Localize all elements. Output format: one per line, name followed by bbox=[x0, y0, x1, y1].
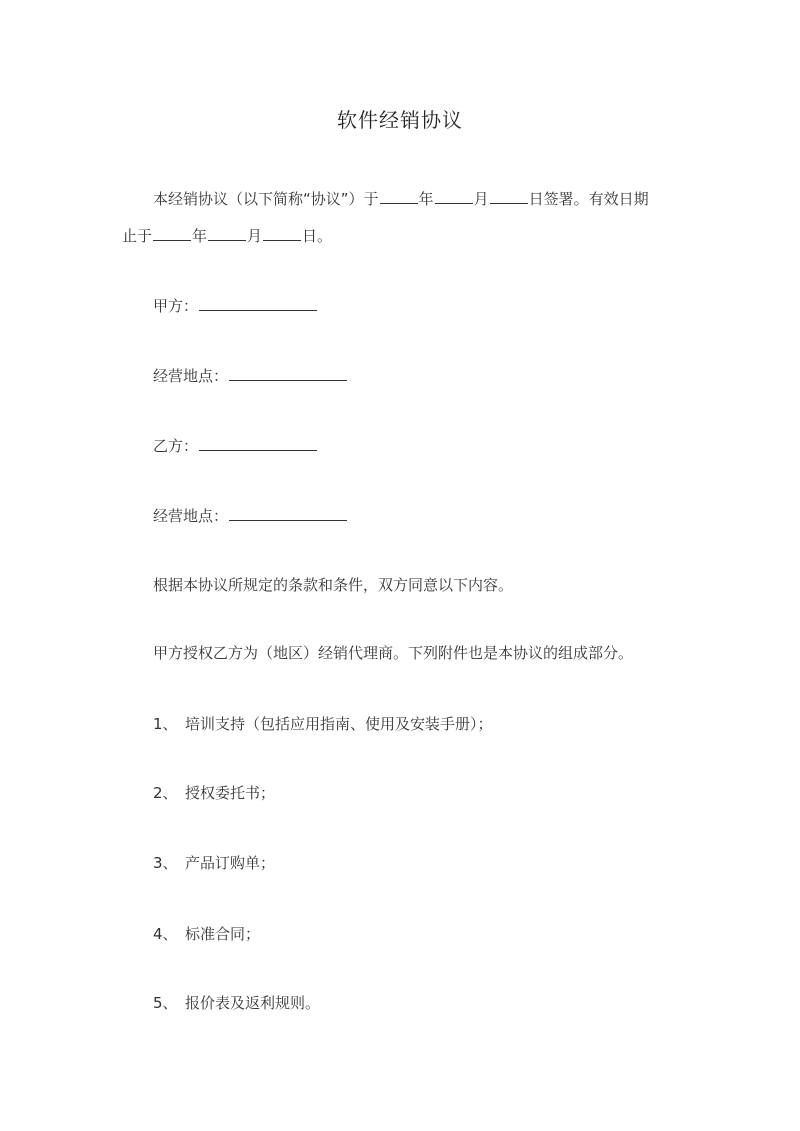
statement-paragraph: 根据本协议所规定的条款和条件，双方同意以下内容。 bbox=[153, 576, 514, 594]
party-a-location-blank[interactable] bbox=[229, 366, 347, 381]
party-b-line bbox=[153, 436, 318, 456]
authorization-paragraph: 甲方授权乙方为（地区）经销代理商。下列附件也是本协议的组成部分。 bbox=[153, 644, 634, 662]
list-item bbox=[153, 853, 275, 873]
month-label: 月 bbox=[473, 190, 489, 208]
list-item-text: 报价表及返利规则。 bbox=[185, 994, 321, 1012]
list-item-number: 4、 bbox=[153, 925, 178, 943]
end-day-blank[interactable] bbox=[263, 226, 301, 241]
party-a-label: 甲方： bbox=[153, 297, 199, 315]
party-b-label: 乙方： bbox=[153, 437, 199, 455]
list-item-text: 产品订购单； bbox=[185, 854, 276, 872]
party-a-line bbox=[153, 296, 318, 316]
day-blank[interactable] bbox=[490, 189, 528, 204]
list-item bbox=[153, 993, 320, 1013]
party-a-location-line bbox=[153, 366, 348, 386]
intro-text: 本经销协议（以下简称“协议”）于 bbox=[153, 190, 379, 208]
end-prefix: 止于 bbox=[122, 227, 153, 245]
end-year-label: 年 bbox=[192, 227, 208, 245]
list-item-number: 2、 bbox=[153, 784, 178, 802]
end-month-label: 月 bbox=[247, 227, 263, 245]
party-a-location-label: 经营地点： bbox=[153, 367, 229, 385]
list-item-text: 授权委托书； bbox=[185, 784, 276, 802]
end-month-blank[interactable] bbox=[208, 226, 246, 241]
document-title: 软件经销协议 bbox=[337, 108, 463, 132]
party-b-location-label: 经营地点： bbox=[153, 507, 229, 525]
list-item-number: 5、 bbox=[153, 994, 178, 1012]
list-item bbox=[153, 714, 493, 734]
day-signed-label: 日签署。有效日期 bbox=[528, 190, 649, 208]
year-blank[interactable] bbox=[380, 189, 418, 204]
list-item-text: 培训支持（包括应用指南、使用及安装手册）； bbox=[185, 715, 493, 733]
end-day-label: 日。 bbox=[302, 227, 333, 245]
list-item-number: 3、 bbox=[153, 854, 178, 872]
intro-line-2 bbox=[122, 226, 332, 246]
party-b-blank[interactable] bbox=[199, 436, 317, 451]
year-label: 年 bbox=[418, 190, 434, 208]
list-item bbox=[153, 783, 275, 803]
party-a-blank[interactable] bbox=[199, 296, 317, 311]
party-b-location-line bbox=[153, 506, 348, 526]
list-item bbox=[153, 924, 260, 944]
list-item-text: 标准合同； bbox=[185, 925, 261, 943]
list-item-number: 1、 bbox=[153, 715, 178, 733]
intro-line-1 bbox=[153, 189, 649, 209]
month-blank[interactable] bbox=[435, 189, 473, 204]
party-b-location-blank[interactable] bbox=[229, 506, 347, 521]
end-year-blank[interactable] bbox=[153, 226, 191, 241]
